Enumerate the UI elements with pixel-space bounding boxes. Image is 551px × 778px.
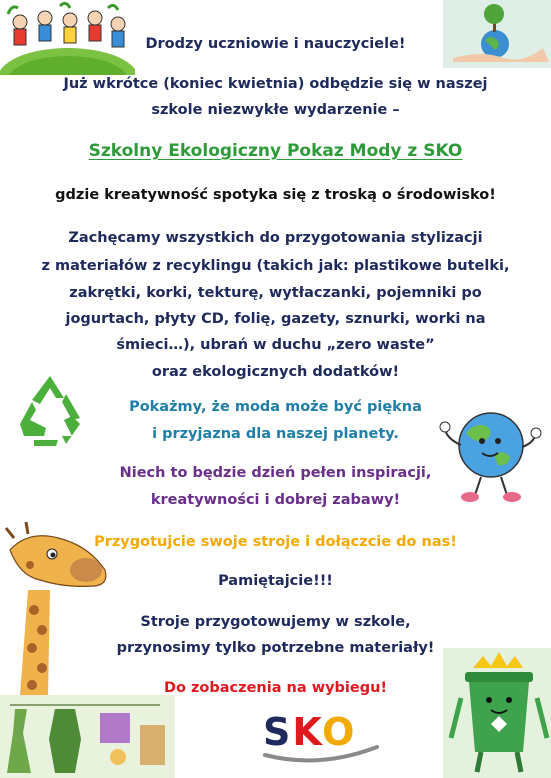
- hand-globe-tree-illustration: [443, 0, 551, 68]
- eco-clothes-illustration: [0, 695, 175, 778]
- greeting: Drodzy uczniowie i nauczyciele!: [145, 36, 406, 52]
- fashion-line-2: i przyjazna dla naszej planety.: [152, 426, 399, 442]
- intro-line-1: Już wkrótce (koniec kwietnia) odbędzie się w naszej: [63, 76, 488, 92]
- prepare-text: Przygotujcie swoje stroje i dołączcie do nas!: [94, 534, 457, 550]
- invite-line: Zachęcamy wszystkich do przygotowania stylizacji: [68, 230, 483, 246]
- recycling-bin-character-illustration: [443, 648, 551, 778]
- fashion-line-1: Pokażmy, że moda może być piękna: [129, 399, 422, 415]
- day-line-2: kreatywności i dobrej zabawy!: [150, 492, 401, 508]
- school-line-1: Stroje przygotowujemy w szkole,: [140, 614, 411, 630]
- sko-logo-text: SKO: [263, 710, 357, 754]
- invite-line: z materiałów z recyklingu (takich jak: plastikowe butelki,: [41, 258, 510, 274]
- invite-line: śmieci…), ubrań w duchu „zero waste”: [116, 337, 435, 353]
- event-title: Szkolny Ekologiczny Pokaz Mody z SKO: [88, 141, 463, 161]
- invite-line: zakrętki, korki, tekturę, wytłaczanki, pojemniki po: [69, 285, 482, 301]
- invite-line: oraz ekologicznych dodatków!: [151, 364, 400, 380]
- remember-text: Pamiętajcie!!!: [218, 573, 333, 589]
- intro-line-2: szkole niezwykłe wydarzenie –: [151, 102, 400, 118]
- sko-logo: [255, 705, 380, 765]
- school-line-2: przynosimy tylko potrzebne materiały!: [116, 640, 435, 656]
- day-line-1: Niech to będzie dzień pełen inspiracji,: [119, 465, 432, 481]
- invite-line: jogurtach, płyty CD, folię, gazety, sznurki, worki na: [65, 311, 486, 327]
- tagline: gdzie kreatywność spotyka się z troską o środowisko!: [55, 187, 496, 203]
- see-you-text: Do zobaczenia na wybiegu!: [163, 680, 388, 696]
